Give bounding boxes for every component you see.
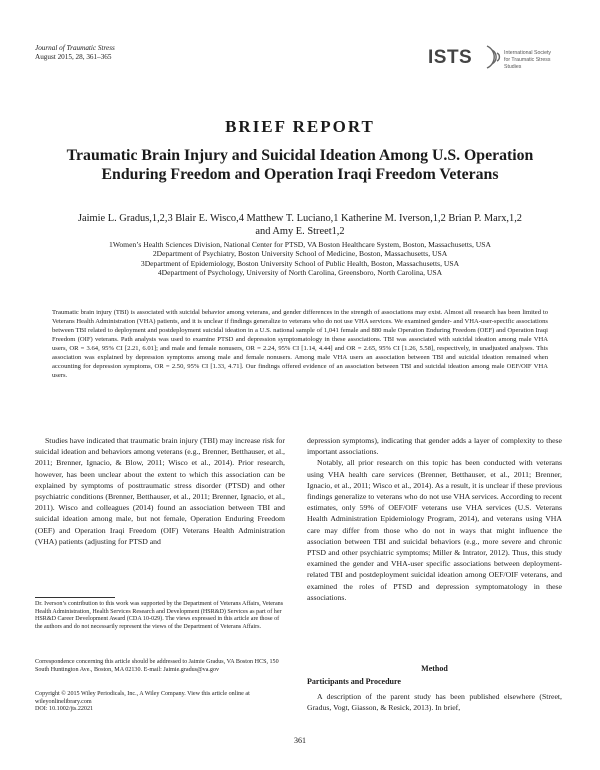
article-type: BRIEF REPORT <box>225 117 375 136</box>
page-number: 361 <box>294 736 306 745</box>
logo-sub-line1: International Society <box>504 50 552 56</box>
copyright-footnote <box>35 691 285 714</box>
article-title: Traumatic Brain Injury and Suicidal Ideation Among U.S. Operation Enduring Freedom and Operation Iraqi Freedom Veterans <box>66 147 534 183</box>
right-paragraph-3: A description of the parent study has been published elsewhere (Street, Gradus, Vogt, Giasson, & Resick, 2013). In brief, <box>307 692 562 713</box>
funding-footnote: Dr. Iverson’s contribution to this work was supported by the Department of Veterans Affairs, Veterans Health Administration, Health Services Research and Development (HSR&D) Services as part of her HSR&D Career Development Award (CDA 10-029). The views expressed in this article are those of the authors and do not necessarily represent the views of the Department of Veterans Affairs. <box>35 601 284 631</box>
affiliation-4: 4Department of Psychology, University of North Carolina, Greensboro, North Carolina, USA <box>157 268 443 278</box>
method-heading: Method <box>421 664 448 673</box>
right-paragraph-1: depression symptoms), indicating that gender adds a layer of complexity to these important associations. <box>307 436 562 457</box>
abstract: Traumatic brain injury (TBI) is associated with suicidal behavior among veterans, and gender differences in the strength of associations may exist. Almost all research has been limited to Veterans Health Administration (VHA) patients, and it is unclear if findings generalize to veterans who do not use VHA services. We examined gender- and VHA-user-specific associations between TBI related to deployment and postdeployment suicidal ideation in a U.S. national sample of 1,041 female and 880 male Operation Enduring Freedom (OEF) and Operation Iraqi Freedom (OIF) veterans. Path analysis was used to examine PTSD and depression symptomatology in these associations. TBI was associated with suicidal ideation among male VHA users, OR = 3.64, 95% CI [2.21, 6.01]; and male and female nonusers, OR = 2.24, 95% CI [1.14, 4.44] and OR = 2.65, 95% CI [1.26, 5.58], respectively, in unadjusted analyses. This association was explained by depression symptoms among male and female nonusers. Among male VHA users an association between TBI and suicidal ideation remained when accounting for depression symptoms, OR = 2.50, 95% CI [1.33, 4.71]. Our findings offered evidence of an association between TBI and suicidal ideation among male OEF/OIF VHA users. <box>52 309 548 380</box>
affiliation-1: 1Women’s Health Sciences Division, National Center for PTSD, VA Boston Healthcare System, Boston, Massachusetts, USA <box>109 240 491 249</box>
journal-name: Journal of Traumatic Stress <box>35 44 115 52</box>
authors-line-2: and Amy E. Street1,2 <box>255 225 345 237</box>
logo-arcs-icon <box>485 42 503 72</box>
participants-subheading: Participants and Procedure <box>307 677 401 686</box>
footnote-divider <box>35 597 115 598</box>
body-left-column: Studies have indicated that traumatic brain injury (TBI) may increase risk for suicidal ideation and behaviors among veterans (e.g., Brenner, Betthauser, et al., 2011; Brenner, Ignacio, & Blow, 2011; Wisco et al., 2014). Prior research, however, has been unclear about the extent to which this association can be explained by symptoms of posttraumatic stress disorder (PTSD) and other psychiatric conditions (Brenner, Betthauser, et al., 2011; Brenner, Ignacio, et al., 2011). Wisco and colleagues (2014) found an association between TBI and suicidal ideation among male, but not female, Operation Enduring Freedom (OEF) and Operation Iraqi Freedom (OIF) Veterans Health Administration (VHA) patients (adjusting for PTSD and <box>35 436 285 546</box>
logo-sub-line2: for Traumatic Stress Studies <box>504 57 551 70</box>
journal-issue: August 2015, 28, 361–365 <box>35 53 112 61</box>
journal-header <box>35 44 115 62</box>
logo-subtitle <box>504 50 568 71</box>
logo-name: ISTS <box>428 47 473 68</box>
affiliation-2: 2Department of Psychiatry, Boston University School of Medicine, Boston, Massachusetts, USA <box>152 249 448 259</box>
ists-logo <box>428 40 568 80</box>
body-right-column <box>307 435 562 603</box>
right-paragraph-2: Notably, all prior research on this topic has been conducted with veterans using VHA health care services (Brenner, Betthauser, et al., 2011; Brenner, Ignacio, et al., 2011; Wisco et al., 2014). As a result, it is unclear if these previous findings generalize to veterans who do not use VHA services. According to recent estimates, only 59% of OEF/OIF veterans use VHA services (U.S. Veterans Health Administration Epidemiology Program, 2014), and veterans using VHA care may differ from those who do not in ways that might influence the association between TBI and suicidal behaviors (e.g., more severe and chronic PTSD and other psychiatric symptoms; Miller & Intrator, 2012). Thus, this study examined the gender and VHA-user specific associations between deployment-related TBI and postdeployment suicidal ideation among OEF/OIF veterans, and examined the roles of PTSD and depression symptomatology in these associations. <box>307 458 562 602</box>
affiliations <box>25 240 575 278</box>
correspondence-footnote: Correspondence concerning this article should be addressed to Jaimie Gradus, VA Boston HCS, 150 South Huntington Ave., Boston, MA 02130. E-mail: Jaimie.gradus@va.gov <box>35 659 279 673</box>
authors-line-1: Jaimie L. Gradus,1,2,3 Blair E. Wisco,4 Matthew T. Luciano,1 Katherine M. Iverson,1,2 Brian P. Marx,1,2 <box>78 213 522 224</box>
affiliation-3: 3Department of Epidemiology, Boston University School of Public Health, Boston, Massachusetts, USA <box>140 258 460 268</box>
author-list <box>30 213 570 238</box>
doi-text: DOI: 10.1002/jts.22021 <box>35 706 94 713</box>
copyright-text: Copyright © 2015 Wiley Periodicals, Inc., A Wiley Company. View this article online at wileyonlinelibrary.com <box>35 691 250 705</box>
